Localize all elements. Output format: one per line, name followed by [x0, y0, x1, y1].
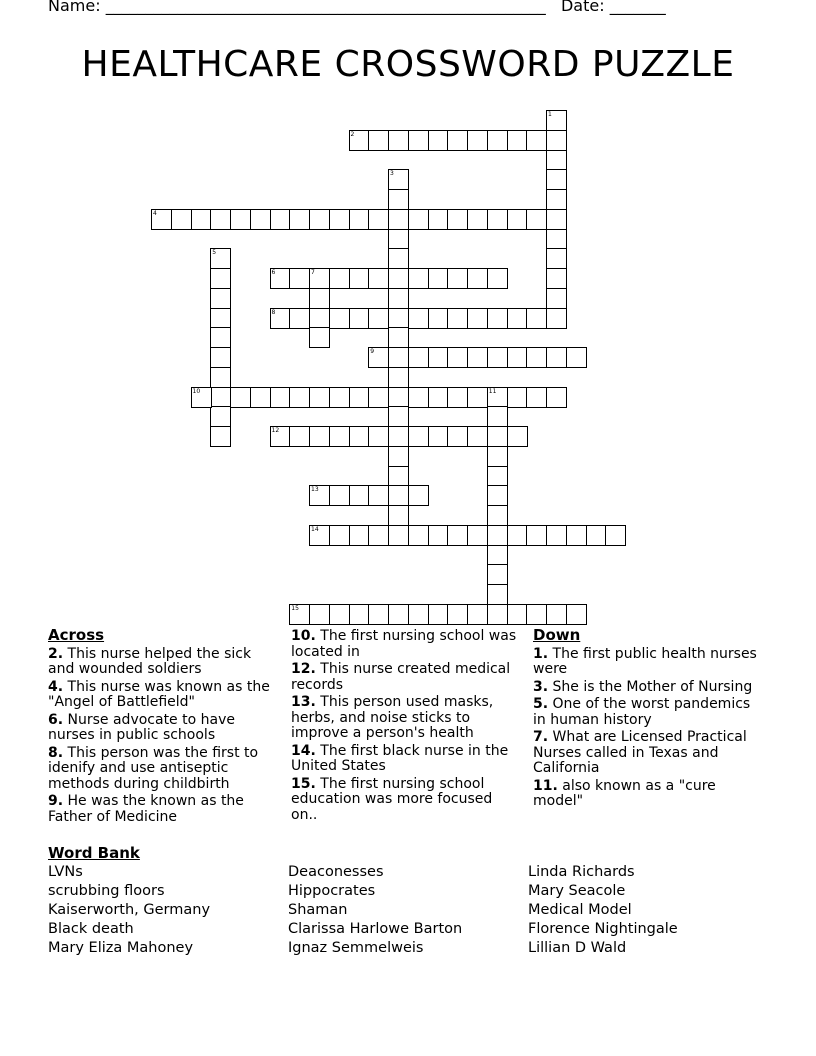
- word-bank-column-1: [48, 863, 210, 958]
- grid-cell[interactable]: [526, 604, 547, 625]
- grid-cell[interactable]: [507, 525, 528, 546]
- clue-number: 11: [488, 387, 497, 395]
- word-bank-item: Clarissa Harlowe Barton: [288, 921, 463, 937]
- word-bank-item: Medical Model: [528, 902, 632, 918]
- grid-cell[interactable]: [388, 248, 409, 269]
- grid-cell[interactable]: [487, 564, 508, 585]
- word-bank-item: Kaiserworth, Germany: [48, 902, 211, 918]
- grid-cell[interactable]: [487, 604, 508, 625]
- grid-cell[interactable]: [467, 604, 488, 625]
- clue-number: 7.: [533, 729, 549, 745]
- clue-item: [533, 697, 763, 728]
- clue-item: [48, 713, 280, 744]
- clue-number: 9.: [48, 793, 64, 809]
- grid-cell[interactable]: [270, 426, 291, 447]
- grid-cell[interactable]: [388, 505, 409, 526]
- grid-cell[interactable]: [388, 169, 409, 190]
- grid-cell[interactable]: [487, 347, 508, 368]
- grid-cell[interactable]: [289, 426, 310, 447]
- grid-cell[interactable]: [388, 485, 409, 506]
- clue-number: 3.: [533, 678, 549, 695]
- grid-cell[interactable]: [368, 268, 389, 289]
- grid-cell[interactable]: [368, 485, 389, 506]
- clue-item: [48, 647, 280, 678]
- grid-cell[interactable]: [428, 426, 449, 447]
- grid-cell[interactable]: [210, 268, 231, 289]
- word-bank-column-2: [288, 863, 462, 958]
- grid-cell[interactable]: [408, 485, 429, 506]
- grid-cell[interactable]: [230, 387, 251, 408]
- grid-cell[interactable]: [507, 347, 528, 368]
- grid-cell[interactable]: [408, 130, 429, 151]
- grid-cell[interactable]: [309, 426, 330, 447]
- clue-number: 6: [271, 269, 276, 276]
- grid-cell[interactable]: [349, 130, 370, 151]
- grid-cell[interactable]: [388, 130, 409, 151]
- grid-cell[interactable]: [329, 308, 350, 329]
- clue-item: [48, 794, 280, 825]
- clue-text: This person was the first to idenify and use antiseptic methods during childbirth: [48, 744, 259, 792]
- clue-text: He was the known as the Father of Medicine: [48, 793, 244, 825]
- word-bank-item: Shaman: [288, 902, 348, 918]
- clue-text: The first nursing school education was more focused on..: [291, 775, 493, 823]
- clue-number: 6.: [48, 711, 64, 728]
- clue-item: [291, 662, 523, 693]
- grid-cell[interactable]: [546, 169, 567, 190]
- grid-cell[interactable]: [349, 426, 370, 447]
- grid-cell[interactable]: [151, 209, 172, 230]
- grid-cell[interactable]: [309, 288, 330, 309]
- grid-cell[interactable]: [368, 426, 389, 447]
- grid-cell[interactable]: [526, 130, 547, 151]
- grid-cell[interactable]: [467, 268, 488, 289]
- grid-cell[interactable]: [408, 604, 429, 625]
- grid-cell[interactable]: [447, 130, 468, 151]
- clue-number: 10.: [291, 628, 316, 644]
- clue-number: 5.: [533, 696, 549, 712]
- clue-number: 1.: [533, 645, 549, 662]
- grid-cell[interactable]: [388, 387, 409, 408]
- date-blank[interactable]: _______: [609, 0, 666, 15]
- clue-text: This person used masks, herbs, and noise sticks to improve a person's health: [291, 694, 494, 741]
- grid-cell[interactable]: [210, 288, 231, 309]
- grid-cell[interactable]: [447, 209, 468, 230]
- clue-text: The first nursing school was located in: [291, 628, 517, 660]
- word-bank-item: Florence Nightingale: [528, 921, 678, 937]
- grid-cell[interactable]: [329, 525, 350, 546]
- grid-cell[interactable]: [171, 209, 192, 230]
- grid-cell[interactable]: [467, 308, 488, 329]
- grid-cell[interactable]: [546, 189, 567, 210]
- grid-cell[interactable]: [388, 426, 409, 447]
- grid-cell[interactable]: [250, 209, 271, 230]
- grid-cell[interactable]: [270, 387, 291, 408]
- grid-cell[interactable]: [329, 604, 350, 625]
- clue-number: 15: [291, 604, 299, 612]
- clue-number: 15.: [291, 775, 316, 792]
- down-clues-column: [533, 628, 763, 812]
- grid-cell[interactable]: [210, 347, 231, 368]
- grid-cell[interactable]: [546, 308, 567, 329]
- grid-cell[interactable]: [349, 485, 370, 506]
- down-heading: Down: [533, 626, 581, 644]
- grid-cell[interactable]: [546, 130, 567, 151]
- grid-cell[interactable]: [428, 347, 449, 368]
- grid-cell[interactable]: [428, 209, 449, 230]
- grid-cell[interactable]: [526, 308, 547, 329]
- grid-cell[interactable]: [349, 308, 370, 329]
- grid-cell[interactable]: [210, 308, 231, 329]
- clue-text: One of the worst pandemics in human history: [533, 696, 751, 728]
- clue-text: She is the Mother of Nursing: [548, 678, 753, 695]
- grid-cell[interactable]: [428, 130, 449, 151]
- word-bank-item: Lillian D Wald: [528, 940, 627, 956]
- grid-cell[interactable]: [566, 604, 587, 625]
- clue-number: 13.: [291, 694, 316, 710]
- grid-cell[interactable]: [487, 426, 508, 447]
- grid-cell[interactable]: [349, 209, 370, 230]
- clue-number: 5: [212, 249, 217, 257]
- grid-cell[interactable]: [447, 604, 468, 625]
- grid-cell[interactable]: [546, 229, 567, 250]
- grid-cell[interactable]: [487, 446, 508, 467]
- grid-cell[interactable]: [329, 268, 350, 289]
- grid-cell[interactable]: [289, 387, 310, 408]
- name-blank[interactable]: _______________________________________________________: [105, 0, 546, 15]
- word-bank-column-3: [528, 863, 678, 958]
- grid-cell[interactable]: [309, 209, 330, 230]
- grid-cell[interactable]: [605, 525, 626, 546]
- grid-cell[interactable]: [210, 367, 231, 388]
- word-bank-item: Linda Richards: [528, 864, 635, 880]
- grid-cell[interactable]: [487, 505, 508, 526]
- clue-number: 11.: [533, 777, 558, 794]
- grid-cell[interactable]: [368, 308, 389, 329]
- grid-cell[interactable]: [487, 387, 508, 408]
- grid-cell[interactable]: [388, 229, 409, 250]
- clue-item: [533, 730, 763, 777]
- grid-cell[interactable]: [467, 130, 488, 151]
- grid-cell[interactable]: [329, 209, 350, 230]
- grid-cell[interactable]: [210, 209, 231, 230]
- word-bank-item: Deaconesses: [288, 864, 384, 880]
- grid-cell[interactable]: [487, 545, 508, 566]
- grid-cell[interactable]: [546, 110, 567, 131]
- clue-item: [533, 680, 763, 696]
- grid-cell[interactable]: [270, 268, 291, 289]
- clue-number: 12: [271, 427, 280, 434]
- grid-cell[interactable]: [526, 387, 547, 408]
- grid-cell[interactable]: [487, 268, 508, 289]
- grid-cell[interactable]: [388, 347, 409, 368]
- grid-cell[interactable]: [368, 347, 389, 368]
- clue-number: 2: [350, 130, 355, 138]
- grid-cell[interactable]: [467, 387, 488, 408]
- grid-cell[interactable]: [546, 387, 567, 408]
- grid-cell[interactable]: [408, 387, 429, 408]
- grid-cell[interactable]: [368, 209, 389, 230]
- grid-cell[interactable]: [507, 130, 528, 151]
- grid-cell[interactable]: [309, 387, 330, 408]
- grid-cell[interactable]: [329, 426, 350, 447]
- grid-cell[interactable]: [467, 525, 488, 546]
- grid-cell[interactable]: [349, 268, 370, 289]
- grid-cell[interactable]: [388, 209, 409, 230]
- grid-cell[interactable]: [230, 209, 251, 230]
- grid-cell[interactable]: [349, 387, 370, 408]
- grid-cell[interactable]: [388, 446, 409, 467]
- clue-number: 1: [548, 111, 552, 118]
- grid-cell[interactable]: [586, 525, 607, 546]
- grid-cell[interactable]: [289, 604, 310, 625]
- grid-cell[interactable]: [368, 604, 389, 625]
- grid-cell[interactable]: [428, 525, 449, 546]
- clue-item: [291, 777, 523, 824]
- word-bank-heading: Word Bank: [48, 844, 140, 862]
- word-bank-item: scrubbing floors: [48, 883, 165, 899]
- grid-cell[interactable]: [487, 406, 508, 427]
- grid-cell[interactable]: [191, 387, 212, 408]
- across-clues-continued: [291, 629, 523, 825]
- grid-cell[interactable]: [210, 387, 231, 408]
- word-bank-item: Black death: [48, 921, 134, 937]
- date-label: Date:: [560, 0, 605, 15]
- word-bank-item: Mary Seacole: [528, 883, 626, 899]
- clue-text: This nurse created medical records: [291, 661, 511, 693]
- clue-text: This nurse helped the sick and wounded soldiers: [48, 645, 252, 677]
- grid-cell[interactable]: [467, 347, 488, 368]
- clue-text: The first black nurse in the United States: [291, 742, 509, 774]
- grid-cell[interactable]: [250, 387, 271, 408]
- grid-cell[interactable]: [487, 584, 508, 605]
- grid-cell[interactable]: [546, 209, 567, 230]
- grid-cell[interactable]: [309, 485, 330, 506]
- grid-cell[interactable]: [447, 308, 468, 329]
- grid-cell[interactable]: [447, 347, 468, 368]
- clue-text: also known as a "cure model": [533, 777, 716, 809]
- grid-cell[interactable]: [546, 604, 567, 625]
- grid-cell[interactable]: [388, 308, 409, 329]
- grid-cell[interactable]: [526, 525, 547, 546]
- grid-cell[interactable]: [487, 525, 508, 546]
- grid-cell[interactable]: [428, 268, 449, 289]
- grid-cell[interactable]: [507, 426, 528, 447]
- grid-cell[interactable]: [388, 327, 409, 348]
- grid-cell[interactable]: [309, 604, 330, 625]
- clue-number: 8.: [48, 744, 64, 761]
- grid-cell[interactable]: [546, 248, 567, 269]
- clue-item: [291, 629, 523, 660]
- grid-cell[interactable]: [467, 426, 488, 447]
- grid-cell[interactable]: [546, 347, 567, 368]
- grid-cell[interactable]: [546, 525, 567, 546]
- clue-number: 14.: [291, 742, 316, 759]
- grid-cell[interactable]: [408, 347, 429, 368]
- grid-cell[interactable]: [408, 308, 429, 329]
- grid-cell[interactable]: [428, 604, 449, 625]
- grid-cell[interactable]: [368, 387, 389, 408]
- grid-cell[interactable]: [270, 209, 291, 230]
- grid-cell[interactable]: [447, 525, 468, 546]
- grid-cell[interactable]: [447, 426, 468, 447]
- clue-item: [533, 647, 763, 678]
- grid-cell[interactable]: [487, 209, 508, 230]
- clue-item: [291, 744, 523, 775]
- grid-cell[interactable]: [566, 347, 587, 368]
- clue-text: The first public health nurses were: [533, 645, 757, 677]
- grid-cell[interactable]: [546, 150, 567, 171]
- clue-number: 2.: [48, 645, 64, 662]
- clue-text: This nurse was known as the "Angel of Battlefield": [48, 678, 270, 710]
- word-bank-item: Hippocrates: [288, 883, 376, 899]
- clue-item: [291, 695, 523, 742]
- clue-number: 9: [370, 348, 375, 355]
- grid-cell[interactable]: [329, 485, 350, 506]
- grid-cell[interactable]: [388, 288, 409, 309]
- grid-cell[interactable]: [388, 406, 409, 427]
- clue-number: 4.: [48, 678, 64, 695]
- grid-cell[interactable]: [309, 327, 330, 348]
- grid-cell[interactable]: [546, 268, 567, 289]
- grid-cell[interactable]: [428, 387, 449, 408]
- clue-number: 7: [311, 269, 315, 276]
- clue-number: 4: [153, 209, 157, 217]
- grid-cell[interactable]: [507, 604, 528, 625]
- grid-cell[interactable]: [210, 327, 231, 348]
- grid-cell[interactable]: [487, 308, 508, 329]
- clue-item: [48, 680, 280, 711]
- grid-cell[interactable]: [388, 604, 409, 625]
- across-clues-column: [48, 628, 280, 827]
- grid-cell[interactable]: [546, 288, 567, 309]
- grid-cell[interactable]: [428, 308, 449, 329]
- grid-cell[interactable]: [210, 406, 231, 427]
- clue-text: What are Licensed Practical Nurses called in Texas and California: [533, 729, 747, 776]
- clue-item: [48, 746, 280, 793]
- grid-cell[interactable]: [368, 525, 389, 546]
- grid-cell[interactable]: [388, 268, 409, 289]
- grid-cell[interactable]: [447, 268, 468, 289]
- clue-number: 8: [271, 308, 276, 316]
- grid-cell[interactable]: [329, 387, 350, 408]
- grid-cell[interactable]: [487, 485, 508, 506]
- grid-cell[interactable]: [566, 525, 587, 546]
- grid-cell[interactable]: [408, 209, 429, 230]
- grid-cell[interactable]: [289, 209, 310, 230]
- grid-cell[interactable]: [526, 209, 547, 230]
- grid-cell[interactable]: [309, 525, 330, 546]
- word-bank-item: LVNs: [48, 864, 83, 880]
- grid-cell[interactable]: [289, 268, 310, 289]
- clue-text: Nurse advocate to have nurses in public schools: [48, 711, 235, 743]
- clue-number: 12.: [291, 661, 316, 677]
- across-heading: Across: [48, 626, 105, 644]
- clue-number: 10: [192, 387, 201, 395]
- grid-cell[interactable]: [388, 525, 409, 546]
- grid-cell[interactable]: [526, 347, 547, 368]
- grid-cell[interactable]: [349, 525, 370, 546]
- grid-cell[interactable]: [408, 268, 429, 289]
- grid-cell[interactable]: [487, 130, 508, 151]
- grid-cell[interactable]: [507, 308, 528, 329]
- grid-cell[interactable]: [270, 308, 291, 329]
- grid-cell[interactable]: [388, 367, 409, 388]
- grid-cell[interactable]: [487, 466, 508, 487]
- clue-number: 13: [311, 486, 319, 494]
- grid-cell[interactable]: [309, 308, 330, 329]
- clue-number: 3: [390, 170, 394, 178]
- grid-cell[interactable]: [210, 248, 231, 269]
- grid-cell[interactable]: [507, 209, 528, 230]
- grid-cell[interactable]: [507, 387, 528, 408]
- grid-cell[interactable]: [388, 466, 409, 487]
- grid-cell[interactable]: [349, 604, 370, 625]
- word-bank-item: Ignaz Semmelweis: [288, 940, 424, 956]
- clue-number: 14: [311, 525, 319, 533]
- name-label: Name:: [48, 0, 101, 15]
- grid-cell[interactable]: [467, 209, 488, 230]
- grid-cell[interactable]: [289, 308, 310, 329]
- grid-cell[interactable]: [408, 426, 429, 447]
- grid-cell[interactable]: [309, 268, 330, 289]
- grid-cell[interactable]: [408, 525, 429, 546]
- grid-cell[interactable]: [388, 189, 409, 210]
- page-title: HEALTHCARE CROSSWORD PUZZLE: [81, 44, 735, 85]
- grid-cell[interactable]: [210, 426, 231, 447]
- word-bank-item: Mary Eliza Mahoney: [48, 940, 194, 956]
- grid-cell[interactable]: [447, 387, 468, 408]
- grid-cell[interactable]: [368, 130, 389, 151]
- clue-item: [533, 779, 763, 810]
- grid-cell[interactable]: [191, 209, 212, 230]
